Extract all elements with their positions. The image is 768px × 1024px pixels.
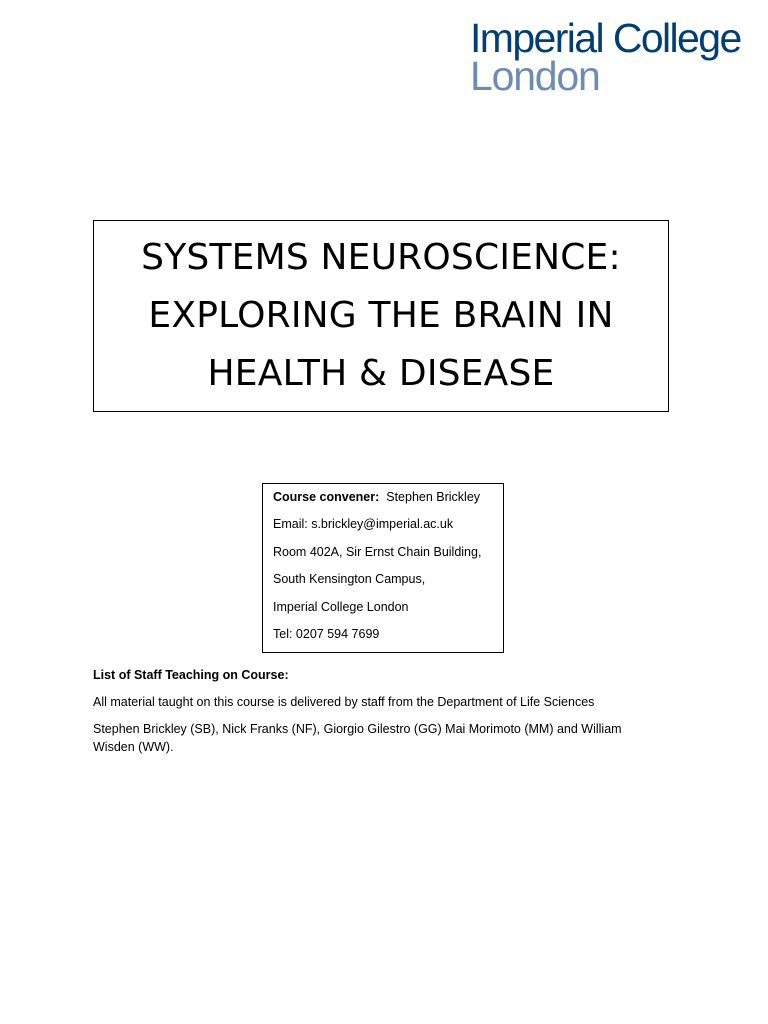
- logo-line-imperial-college: Imperial College: [470, 15, 741, 61]
- convener-address-line-2: South Kensington Campus,: [273, 572, 426, 587]
- course-convener-box: [262, 483, 504, 653]
- logo-line-london: London: [470, 53, 600, 99]
- convener-label: Course convener:: [273, 490, 380, 504]
- convener-row: [273, 488, 503, 515]
- convener-name: Stephen Brickley: [386, 490, 481, 504]
- title-line-2: EXPLORING THE BRAIN IN: [148, 295, 614, 336]
- convener-email: Email: s.brickley@imperial.ac.uk: [273, 517, 454, 532]
- staff-names-list: Stephen Brickley (SB), Nick Franks (NF), Giorgio Gilestro (GG) Mai Morimoto (MM) and William Wisden (WW).: [93, 722, 622, 754]
- staff-heading: List of Staff Teaching on Course:: [93, 668, 289, 682]
- convener-address-line-1: Room 402A, Sir Ernst Chain Building,: [273, 544, 482, 559]
- title-line-3: HEALTH & DISEASE: [207, 353, 555, 394]
- title-box: [93, 220, 669, 412]
- convener-address-line-3: Imperial College London: [273, 599, 409, 614]
- imperial-college-london-logo: [470, 15, 755, 99]
- convener-telephone: Tel: 0207 594 7699: [273, 626, 380, 641]
- staff-section: [93, 666, 653, 756]
- title-line-1: SYSTEMS NEUROSCIENCE:: [141, 237, 621, 278]
- document-title: [141, 229, 621, 403]
- staff-department-note: All material taught on this course is delivered by staff from the Department of Life Sciences: [93, 695, 595, 709]
